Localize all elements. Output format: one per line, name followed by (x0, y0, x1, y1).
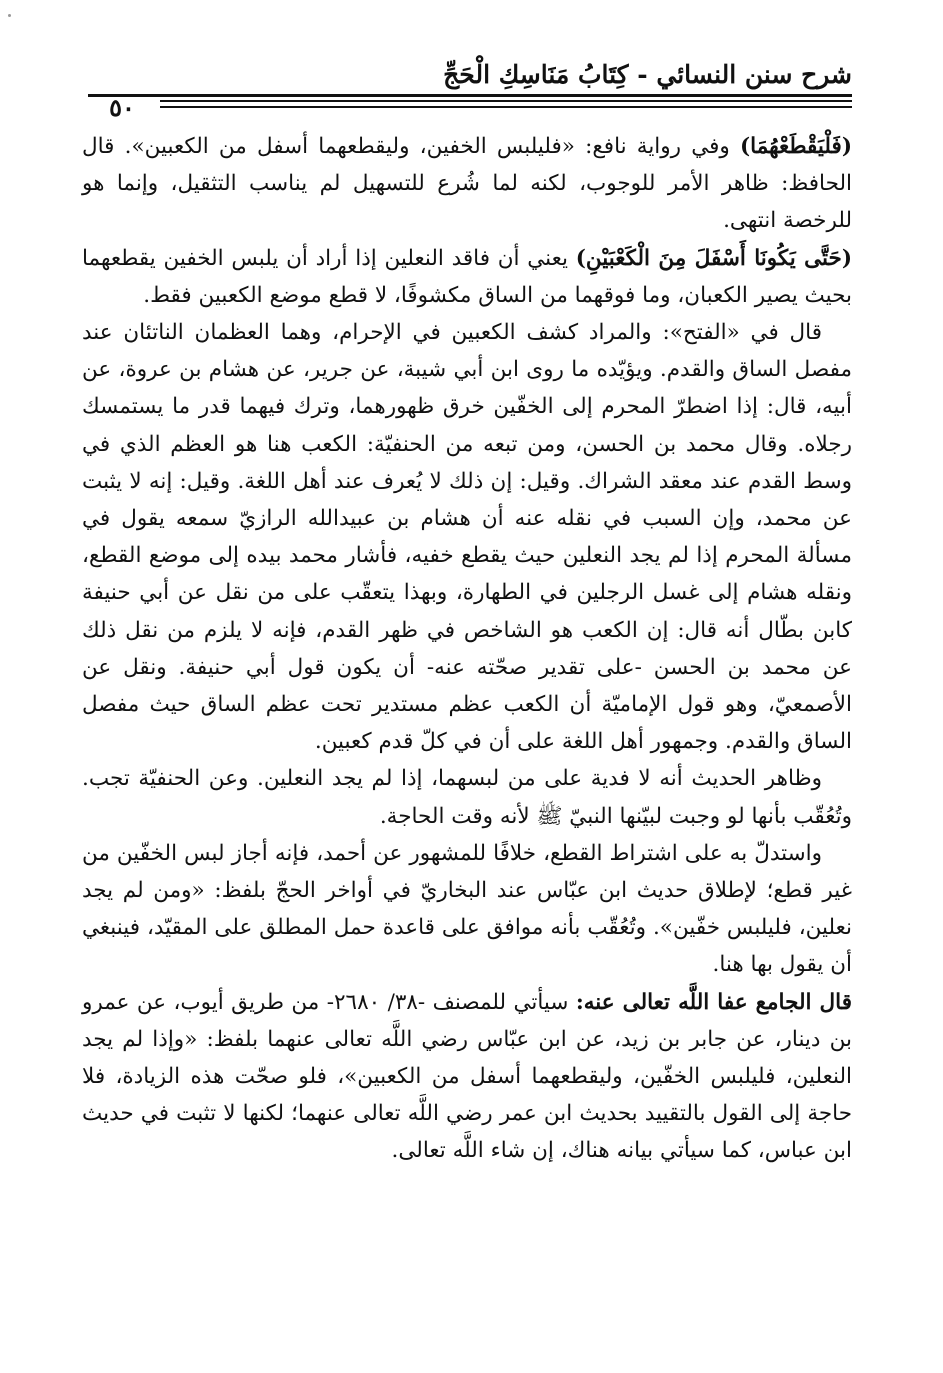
running-header (88, 58, 852, 94)
header-double-rule-upper (160, 100, 852, 102)
scan-speck (8, 14, 11, 17)
paragraph-3 (82, 314, 852, 760)
paragraph-lead: (حَتَّى يَكُونَا أَسْفَلَ مِنَ الْكَعْبَيْنِ) (575, 245, 852, 271)
paragraph-1 (82, 128, 852, 240)
page-number: ٥٠ (109, 93, 135, 122)
paragraph-text: قال في «الفتح»: والمراد كشف الكعبين في الإحرام، وهما العظمان الناتئان عند مفصل الساق والقدم. ويؤيّده ما روى ابن أبي شيبة، عن جرير، عن هشام بن عروة، عن أبيه، قال: إذا اضطرّ المحرم إلى الخفّين خرق ظهورهما، وترك فيهما قدر ما يستمسك رجلاه. وقال محمد بن الحسن، ومن تبعه من الحنفيّة: الكعب هنا هو العظم الذي في وسط القدم عند معقد الشراك. وقيل: إن ذلك لا يُعرف عند أهل اللغة. وقيل: إنه لا يثبت عن محمد، وإن السبب في نقله عنه أن هشام بن عبيدالله الرازيّ سمعه يقول في مسألة المحرم إذا لم يجد النعلين حيث يقطع خفيه، فأشار محمد بيده إلى موضع القطع، ونقله هشام إلى غسل الرجلين في الطهارة، وبهذا يتعقّب على من نقل عن أبي حنيفة كابن بطّال أنه قال: إن الكعب هو الشاخص في ظهر القدم، فإنه لا يلزم من نقل ذلك عن محمد بن الحسن -على تقدير صحّته عنه- أن يكون قول أبي حنيفة. ونقل عن الأصمعيّ، وهو قول الإماميّة أن الكعب عظم مستدير تحت عظم الساق حيث مفصل الساق والقدم. وجمهور أهل اللغة على أن في كلّ قدم كعبين. (82, 320, 852, 755)
paragraph-6 (82, 984, 852, 1170)
paragraph-5 (82, 835, 852, 984)
paragraph-text: يعني أن فاقد النعلين إذا أراد أن يلبس الخفين يقطعهما بحيث يصير الكعبان، وما فوقهما من الساق مكشوفًا، لا قطع موضع الكعبين فقط. (82, 245, 852, 308)
paragraph-4 (82, 760, 852, 834)
header-rule (88, 94, 852, 97)
paragraph-text: سيأتي للمصنف -٣٨/ ٢٦٨٠- من طريق أيوب، عن عمرو بن دينار، عن جابر بن زيد، عن ابن عبّاس رضي اللَّه تعالى عنهما بلفظ: «وإذا لم يجد النعلين، فليلبس الخفّين، وليقطعهما أسفل من الكعبين»، فلو صحّت هذه الزيادة، فلا حاجة إلى القول بالتقييد بحديث ابن عمر رضي اللَّه تعالى عنهما؛ لكنها لا تثبت في حديث ابن عباس، كما سيأتي بيانه هناك، إن شاء اللَّه تعالى. (82, 989, 852, 1164)
paragraph-lead: قال الجامع عفا اللَّه تعالى عنه: (575, 989, 853, 1015)
paragraph-2 (82, 240, 852, 314)
paragraph-text: وفي رواية نافع: «فليلبس الخفين، وليقطعهما أسفل من الكعبين». قال الحافظ: ظاهر الأمر للوجوب، لكنه لما شُرع للتسهيل لم يناسب التثقيل، وإنما هو للرخصة انتهى. (82, 134, 852, 234)
body-text (82, 128, 852, 1170)
paragraph-lead: (فَلْيَقْطَعْهُمَا) (739, 134, 852, 159)
paragraph-text: واستدلّ به على اشتراط القطع، خلافًا للمشهور عن أحمد، فإنه أجاز لبس الخفّين من غير قطع؛ لإطلاق حديث ابن عبّاس عند البخاريّ في أواخر الحجّ بلفظ: «ومن لم يجد نعلين، فليلبس خفّين». وتُعُقّب بأنه موافق على قاعدة حمل المطلق على المقيّد، فينبغي أن يقول بها هنا. (82, 840, 852, 978)
paragraph-text: وظاهر الحديث أنه لا فدية على من لبسهما، إذا لم يجد النعلين. وعن الحنفيّة تجب. وتُعُقّب بأنها لو وجبت لبيّنها النبيّ ﷺ لأنه وقت الحاجة. (82, 766, 852, 829)
header-title: شرح سنن النسائي - كِتَابُ مَنَاسِكِ الْحَجِّ (443, 60, 852, 89)
header-double-rule-lower (160, 106, 852, 108)
